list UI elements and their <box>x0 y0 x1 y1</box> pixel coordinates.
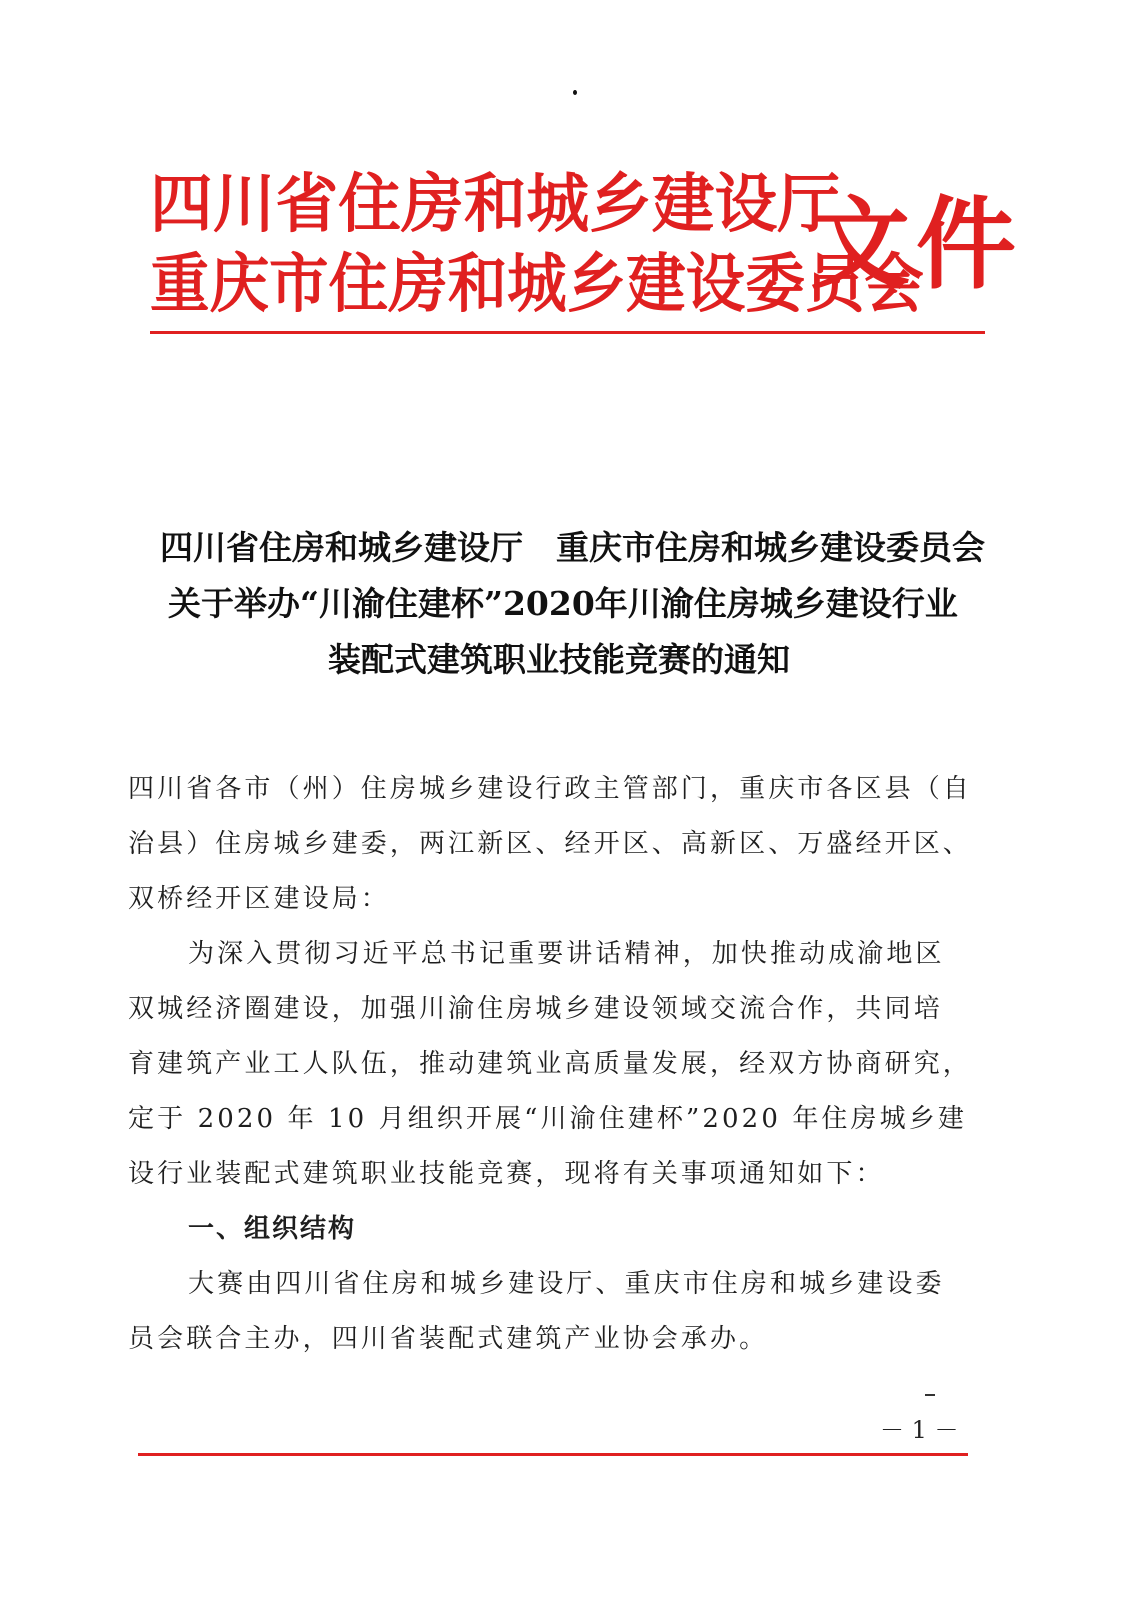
paragraph1-line-5: 设行业装配式建筑职业技能竞赛，现将有关事项通知如下： <box>128 1159 885 1189</box>
page-number: － 1 － <box>880 1416 959 1444</box>
paragraph1-line-3: 育建筑产业工人队伍，推动建筑业高质量发展，经双方协商研究， <box>128 1049 972 1079</box>
paragraph1-line-1: 为深入贯彻习近平总书记重要讲话精神，加快推动成渝地区 <box>188 939 945 969</box>
masthead-issuer-line-1: 四川省住房和城乡建设厅 <box>150 168 840 242</box>
paragraph1-line-4: 定于 2020 年 10 月组织开展“川渝住建杯”2020 年住房城乡建 <box>128 1104 967 1134</box>
footer-red-rule <box>138 1453 968 1456</box>
red-masthead <box>150 160 1022 330</box>
addressee-line-1: 四川省各市（州）住房城乡建设行政主管部门，重庆市各区县（自 <box>128 774 972 804</box>
masthead-red-rule <box>150 331 985 334</box>
addressee-line-2: 治县）住房城乡建委，两江新区、经开区、高新区、万盛经开区、 <box>128 829 972 859</box>
title-line-3: 装配式建筑职业技能竞赛的通知 <box>328 640 790 679</box>
paragraph2-line-2: 员会联合主办，四川省装配式建筑产业协会承办。 <box>128 1324 769 1354</box>
paragraph1-line-2: 双城经济圈建设，加强川渝住房城乡建设领域交流合作，共同培 <box>128 994 943 1024</box>
document-body <box>128 762 972 1367</box>
masthead-issuer-line-2: 重庆市住房和城乡建设委员会 <box>150 248 924 322</box>
section-heading-organization: 一、组织结构 <box>188 1214 357 1244</box>
scan-mark <box>925 1394 935 1396</box>
paragraph2-line-1: 大赛由四川省住房和城乡建设厅、重庆市住房和城乡建设委 <box>188 1269 945 1299</box>
title-line-1: 四川省住房和城乡建设厅 重庆市住房和城乡建设委员会 <box>160 528 985 567</box>
document-title <box>110 520 1010 688</box>
masthead-document-suffix: 文件 <box>810 186 1022 303</box>
title-line-2: 关于举办“川渝住建杯”2020年川渝住房城乡建设行业 <box>168 584 958 623</box>
scan-dot-mark <box>573 90 577 95</box>
addressee-line-3: 双桥经开区建设局： <box>128 884 390 914</box>
